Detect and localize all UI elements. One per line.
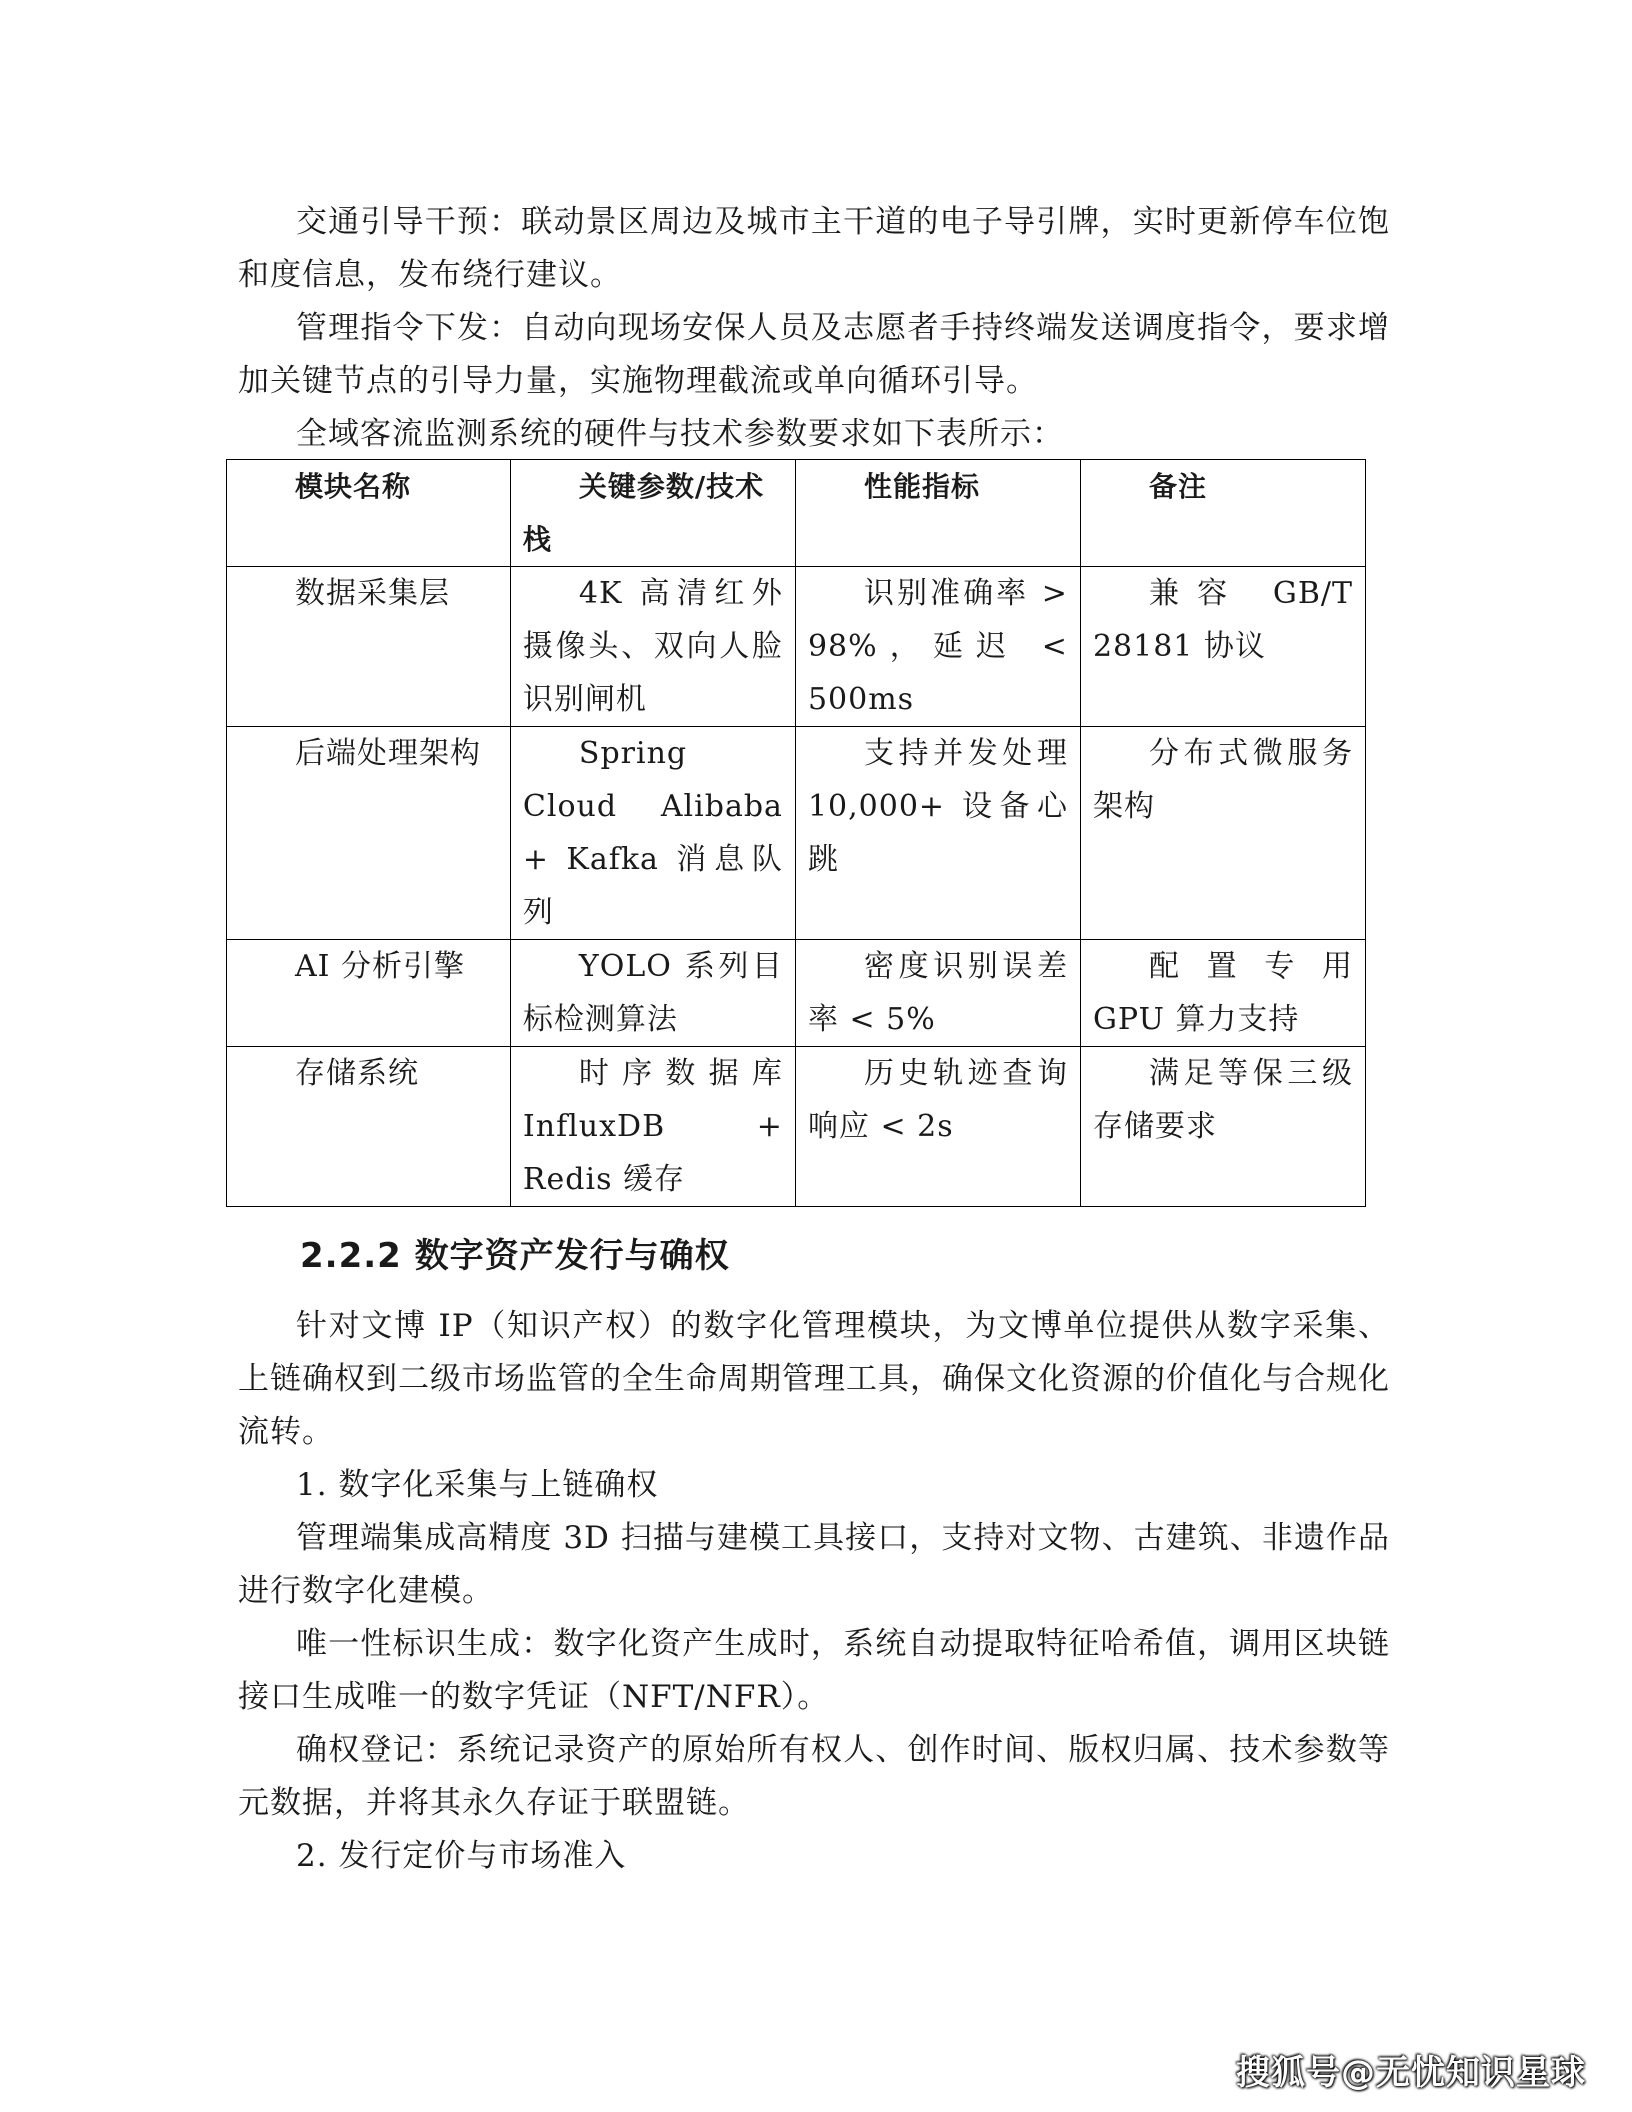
paragraph-rights-registration: 确权登记：系统记录资产的原始所有权人、创作时间、版权归属、技术参数等元数据，并将其永久存证于联盟链。 <box>238 1732 1390 1821</box>
table-cell: 识别准确率 > 98%，延迟 < 500ms <box>795 567 1080 727</box>
table-header-cell: 备注 <box>1080 460 1365 567</box>
table-cell: Spring Cloud Alibaba + Kafka 消息队列 <box>510 727 795 940</box>
table-row <box>227 1047 1366 1207</box>
table-cell: 分布式微服务架构 <box>1080 727 1365 940</box>
watermark-text: 搜狐号@无忧知识星球 <box>1236 2053 1586 2093</box>
table-cell: 支持并发处理 10,000+ 设备心跳 <box>795 727 1080 940</box>
table-cell: 历史轨迹查询响应 < 2s <box>795 1047 1080 1207</box>
spec-table <box>226 459 1366 1207</box>
table-header-cell: 关键参数/技术栈 <box>510 460 795 567</box>
list-item-heading: 2. 发行定价与市场准入 <box>296 1838 627 1874</box>
section-heading: 2.2.2 数字资产发行与确权 <box>300 1236 730 1276</box>
table-cell: 后端处理架构 <box>227 727 511 940</box>
table-cell: 数据采集层 <box>227 567 511 727</box>
paragraph-management-command: 管理指令下发：自动向现场安保人员及志愿者手持终端发送调度指令，要求增加关键节点的引导力量，实施物理截流或单向循环引导。 <box>238 310 1390 399</box>
table-header-row <box>227 460 1366 567</box>
paragraph-table-intro: 全域客流监测系统的硬件与技术参数要求如下表所示： <box>296 416 1064 452</box>
table-cell: AI 分析引擎 <box>227 940 511 1047</box>
list-item-heading: 1. 数字化采集与上链确权 <box>296 1467 659 1503</box>
table-header-cell: 模块名称 <box>227 460 511 567</box>
table-cell: 4K 高清红外摄像头、双向人脸识别闸机 <box>510 567 795 727</box>
paragraph-3d-scanning: 管理端集成高精度 3D 扫描与建模工具接口，支持对文物、古建筑、非遗作品进行数字化建模。 <box>238 1520 1390 1609</box>
table-row <box>227 727 1366 940</box>
table-header-cell: 性能指标 <box>795 460 1080 567</box>
paragraph-traffic-guidance: 交通引导干预：联动景区周边及城市主干道的电子导引牌，实时更新停车位饱和度信息，发布绕行建议。 <box>238 204 1390 293</box>
table-cell: 配置专用 GPU 算力支持 <box>1080 940 1365 1047</box>
table-cell: YOLO 系列目标检测算法 <box>510 940 795 1047</box>
paragraph-ip-management: 针对文博 IP（知识产权）的数字化管理模块，为文博单位提供从数字采集、上链确权到二级市场监管的全生命周期管理工具，确保文化资源的价值化与合规化流转。 <box>238 1308 1390 1450</box>
paragraph-unique-identifier: 唯一性标识生成：数字化资产生成时，系统自动提取特征哈希值，调用区块链接口生成唯一的数字凭证（NFT/NFR）。 <box>238 1626 1390 1715</box>
table-cell: 兼容 GB/T 28181 协议 <box>1080 567 1365 727</box>
table-cell: 密度识别误差率 < 5% <box>795 940 1080 1047</box>
table-cell: 时序数据库 InfluxDB + Redis 缓存 <box>510 1047 795 1207</box>
table-cell: 满足等保三级存储要求 <box>1080 1047 1365 1207</box>
table-row <box>227 940 1366 1047</box>
table-cell: 存储系统 <box>227 1047 511 1207</box>
table-row <box>227 567 1366 727</box>
